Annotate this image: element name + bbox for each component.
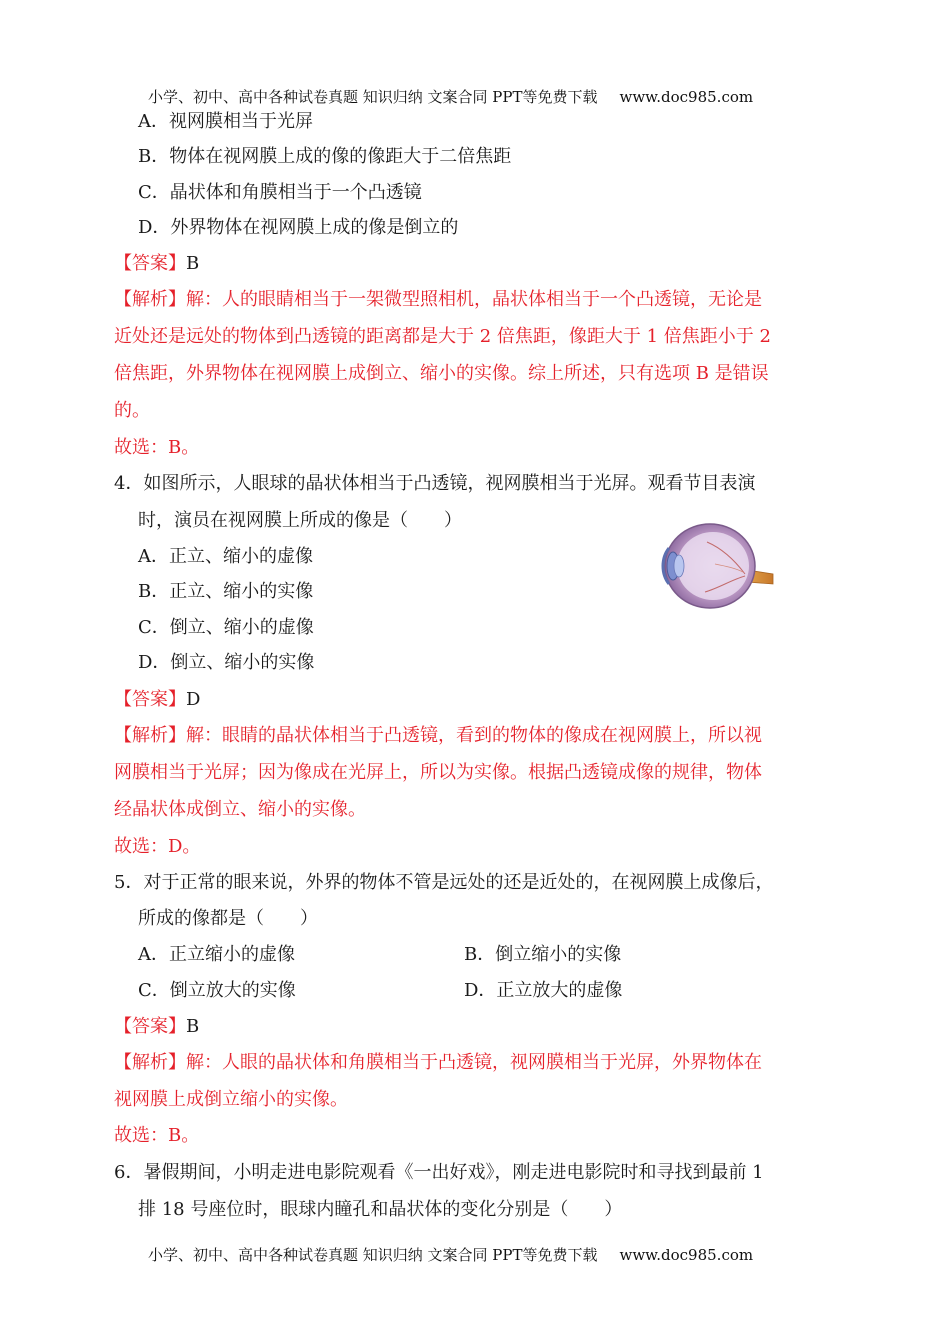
q4-answer-label: 【答案】	[114, 689, 186, 710]
q4-option-a: A．正立、缩小的虚像	[138, 546, 313, 567]
q6-stem-line-1: 6．暑假期间，小明走进电影院观看《一出好戏》，刚走进电影院时和寻找到最前 1	[114, 1162, 764, 1183]
q3-option-a: A．视网膜相当于光屏	[138, 111, 313, 132]
footer-text: 小学、初中、高中各种试卷真题 知识归纳 文案合同 PPT等免费下载	[148, 1246, 598, 1264]
q5-analysis-line-2: 视网膜上成倒立缩小的实像。	[114, 1089, 348, 1110]
page-header	[148, 86, 753, 107]
q3-answer-label: 【答案】	[114, 253, 186, 274]
q3-analysis-line-2: 近处还是远处的物体到凸透镜的距离都是大于 2 倍焦距，像距大于 1 倍焦距小于 2	[114, 326, 771, 347]
q4-option-b: B．正立、缩小的实像	[138, 581, 314, 602]
header-site: www.doc985.com	[619, 88, 754, 106]
q5-answer-value: B	[186, 1016, 200, 1037]
q3-answer-value: B	[186, 253, 200, 274]
q6-stem-line-2: 排 18 号座位时，眼球内瞳孔和晶状体的变化分别是（ ）	[138, 1199, 623, 1220]
q4-stem-line-1: 4．如图所示，人眼球的晶状体相当于凸透镜，视网膜相当于光屏。观看节目表演	[114, 473, 756, 494]
q4-analysis-line-2: 网膜相当于光屏；因为像成在光屏上，所以为实像。根据凸透镜成像的规律，物体	[114, 762, 762, 783]
q3-option-c: C．晶状体和角膜相当于一个凸透镜	[138, 182, 422, 203]
q3-analysis-line-4: 的。	[114, 400, 150, 421]
q5-choose: 故选：B。	[114, 1125, 200, 1146]
q4-analysis-line-3: 经晶状体成倒立、缩小的实像。	[114, 799, 366, 820]
q4-option-c: C．倒立、缩小的虚像	[138, 617, 314, 638]
q5-answer	[114, 1015, 199, 1039]
q5-answer-label: 【答案】	[114, 1016, 186, 1037]
q5-stem-line-1: 5．对于正常的眼来说，外界的物体不管是远处的还是近处的，在视网膜上成像后，	[114, 872, 774, 893]
q3-option-b: B．物体在视网膜上成的像的像距大于二倍焦距	[138, 146, 512, 167]
q4-choose: 故选：D。	[114, 836, 201, 857]
q5-option-d: D．正立放大的虚像	[464, 980, 623, 1001]
q5-option-a: A．正立缩小的虚像	[138, 944, 295, 965]
q5-option-b: B．倒立缩小的实像	[464, 944, 622, 965]
q4-answer-value: D	[186, 689, 201, 710]
q5-option-c: C．倒立放大的实像	[138, 980, 296, 1001]
q5-stem-line-2: 所成的像都是（ ）	[138, 908, 318, 929]
q3-option-d: D．外界物体在视网膜上成的像是倒立的	[138, 217, 459, 238]
page-footer	[148, 1244, 753, 1265]
header-text: 小学、初中、高中各种试卷真题 知识归纳 文案合同 PPT等免费下载	[148, 88, 598, 106]
q4-stem-line-2: 时，演员在视网膜上所成的像是（ ）	[138, 510, 462, 531]
q4-analysis-line-1: 【解析】解：眼睛的晶状体相当于凸透镜，看到的物体的像成在视网膜上，所以视	[114, 725, 762, 746]
q3-answer	[114, 252, 199, 276]
q3-analysis-line-1: 【解析】解：人的眼睛相当于一架微型照相机，晶状体相当于一个凸透镜，无论是	[114, 289, 762, 310]
footer-site: www.doc985.com	[619, 1246, 754, 1264]
q3-analysis-line-3: 倍焦距，外界物体在视网膜上成倒立、缩小的实像。综上所述，只有选项 B 是错误	[114, 363, 769, 384]
q3-choose: 故选：B。	[114, 437, 200, 458]
q4-answer	[114, 688, 200, 712]
q4-option-d: D．倒立、缩小的实像	[138, 652, 315, 673]
eyeball-illustration	[655, 518, 775, 610]
q5-analysis-line-1: 【解析】解：人眼的晶状体和角膜相当于凸透镜，视网膜相当于光屏，外界物体在	[114, 1052, 762, 1073]
